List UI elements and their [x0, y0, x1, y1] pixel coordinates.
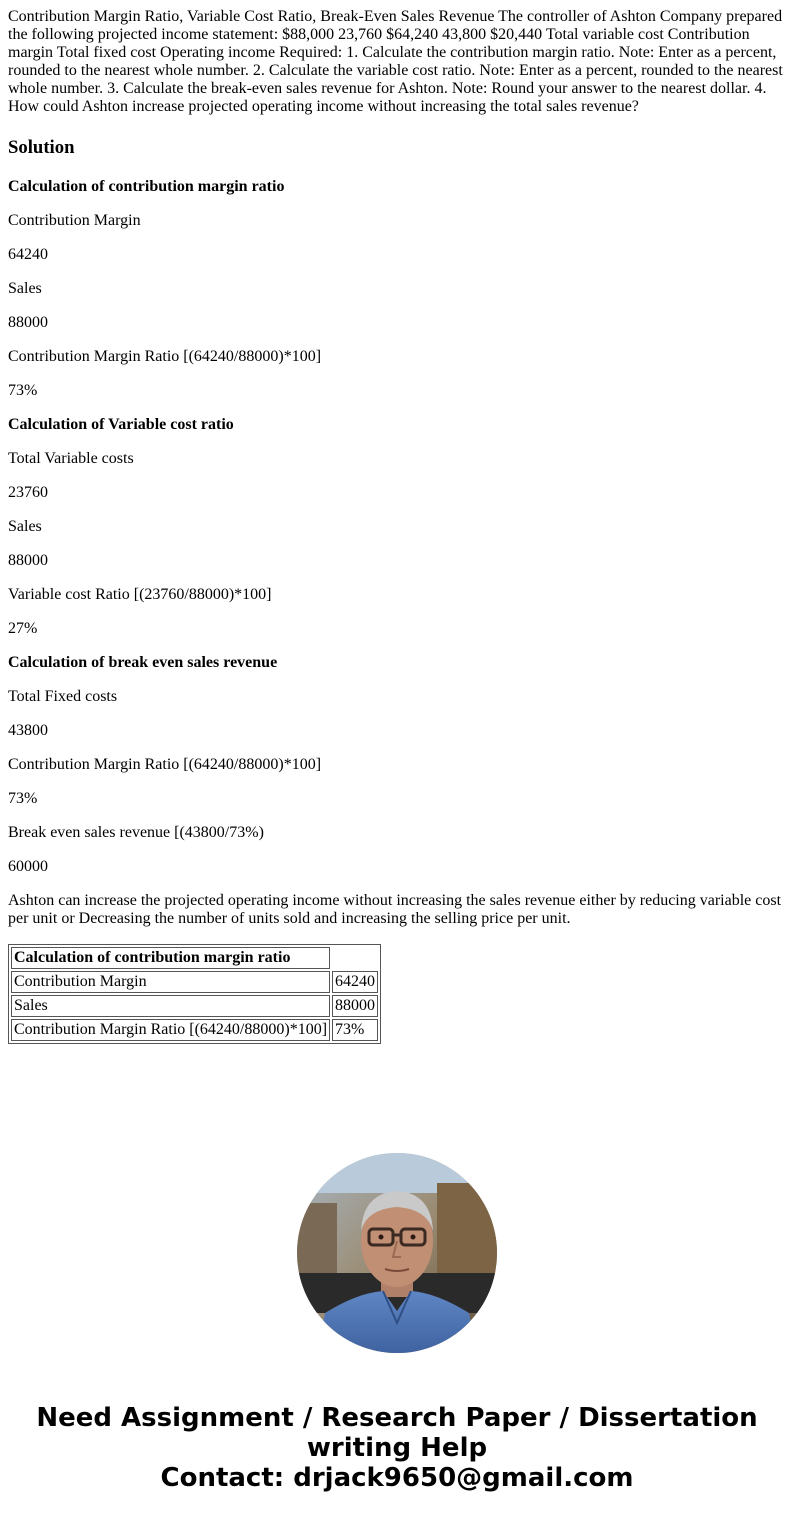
section-line: Break even sales revenue [(43800/73%) [8, 824, 264, 841]
section-line: Variable cost Ratio [(23760/88000)*100] [8, 586, 272, 603]
table-row [11, 995, 378, 1017]
promo-banner [0, 1403, 794, 1493]
promo-line-2: writing Help [306, 1433, 488, 1463]
section-line: 73% [8, 382, 38, 399]
table-label-cell: Sales [11, 995, 330, 1017]
table-row [11, 947, 378, 969]
table-row [11, 1019, 378, 1041]
solution-heading: Solution [8, 137, 75, 158]
section-line: 43800 [8, 722, 48, 739]
section-line: 23760 [8, 484, 48, 501]
section-line: 64240 [8, 246, 48, 263]
table-row [11, 971, 378, 993]
person-photo-icon [297, 1153, 497, 1353]
avatar [297, 1153, 497, 1353]
promo-contact: Contact: drjack9650@gmail.com [160, 1463, 634, 1493]
section-line: Contribution Margin Ratio [(64240/88000)*100] [8, 348, 322, 365]
table-header-cell: Calculation of contribution margin ratio [11, 947, 330, 969]
section-line: Contribution Margin Ratio [(64240/88000)*100] [8, 756, 322, 773]
table-value-cell: 88000 [332, 995, 378, 1017]
section-line: 88000 [8, 552, 48, 569]
section-line: Sales [8, 518, 42, 535]
table-label-cell: Contribution Margin [11, 971, 330, 993]
section-line: 73% [8, 790, 38, 807]
promo-line-1: Need Assignment / Research Paper / Dissertation [36, 1403, 758, 1433]
table-label-cell: Contribution Margin Ratio [(64240/88000)*100] [11, 1019, 330, 1041]
section-title-cm-ratio: Calculation of contribution margin ratio [8, 178, 285, 195]
question-text: Contribution Margin Ratio, Variable Cost Ratio, Break-Even Sales Revenue The controller of Ashton Company prepared the following projected income statement: $88,000 23,760 $64,240 43,800 $20,440 Total variable cost Contribution margin Total fixed cost Operating income Required: 1. Calculate the contribution margin ratio. Note: Enter as a percent, rounded to the nearest whole number. 2. Calculate the variable cost ratio. Note: Enter as a percent, rounded to the nearest whole number. 3. Calculate the break-even sales revenue for Ashton. Note: Round your answer to the nearest dollar. 4. How could Ashton increase projected operating income without increasing the total sales revenue? [8, 8, 783, 115]
section-title-break-even: Calculation of break even sales revenue [8, 654, 278, 671]
table-value-cell: 64240 [332, 971, 378, 993]
section-line: Total Fixed costs [8, 688, 118, 705]
table-value-cell: 73% [332, 1019, 378, 1041]
answer-4-text: Ashton can increase the projected operating income without increasing the sales revenue either by reducing variable cost per unit or Decreasing the number of units sold and increasing the selling price per unit. [8, 892, 782, 927]
section-title-vc-ratio: Calculation of Variable cost ratio [8, 416, 234, 433]
table-empty-cell [332, 947, 378, 969]
section-line: Total Variable costs [8, 450, 134, 467]
section-line: 88000 [8, 314, 48, 331]
section-line: 27% [8, 620, 38, 637]
section-line: 60000 [8, 858, 48, 875]
section-line: Sales [8, 280, 42, 297]
summary-table [8, 944, 381, 1044]
section-line: Contribution Margin [8, 212, 141, 229]
